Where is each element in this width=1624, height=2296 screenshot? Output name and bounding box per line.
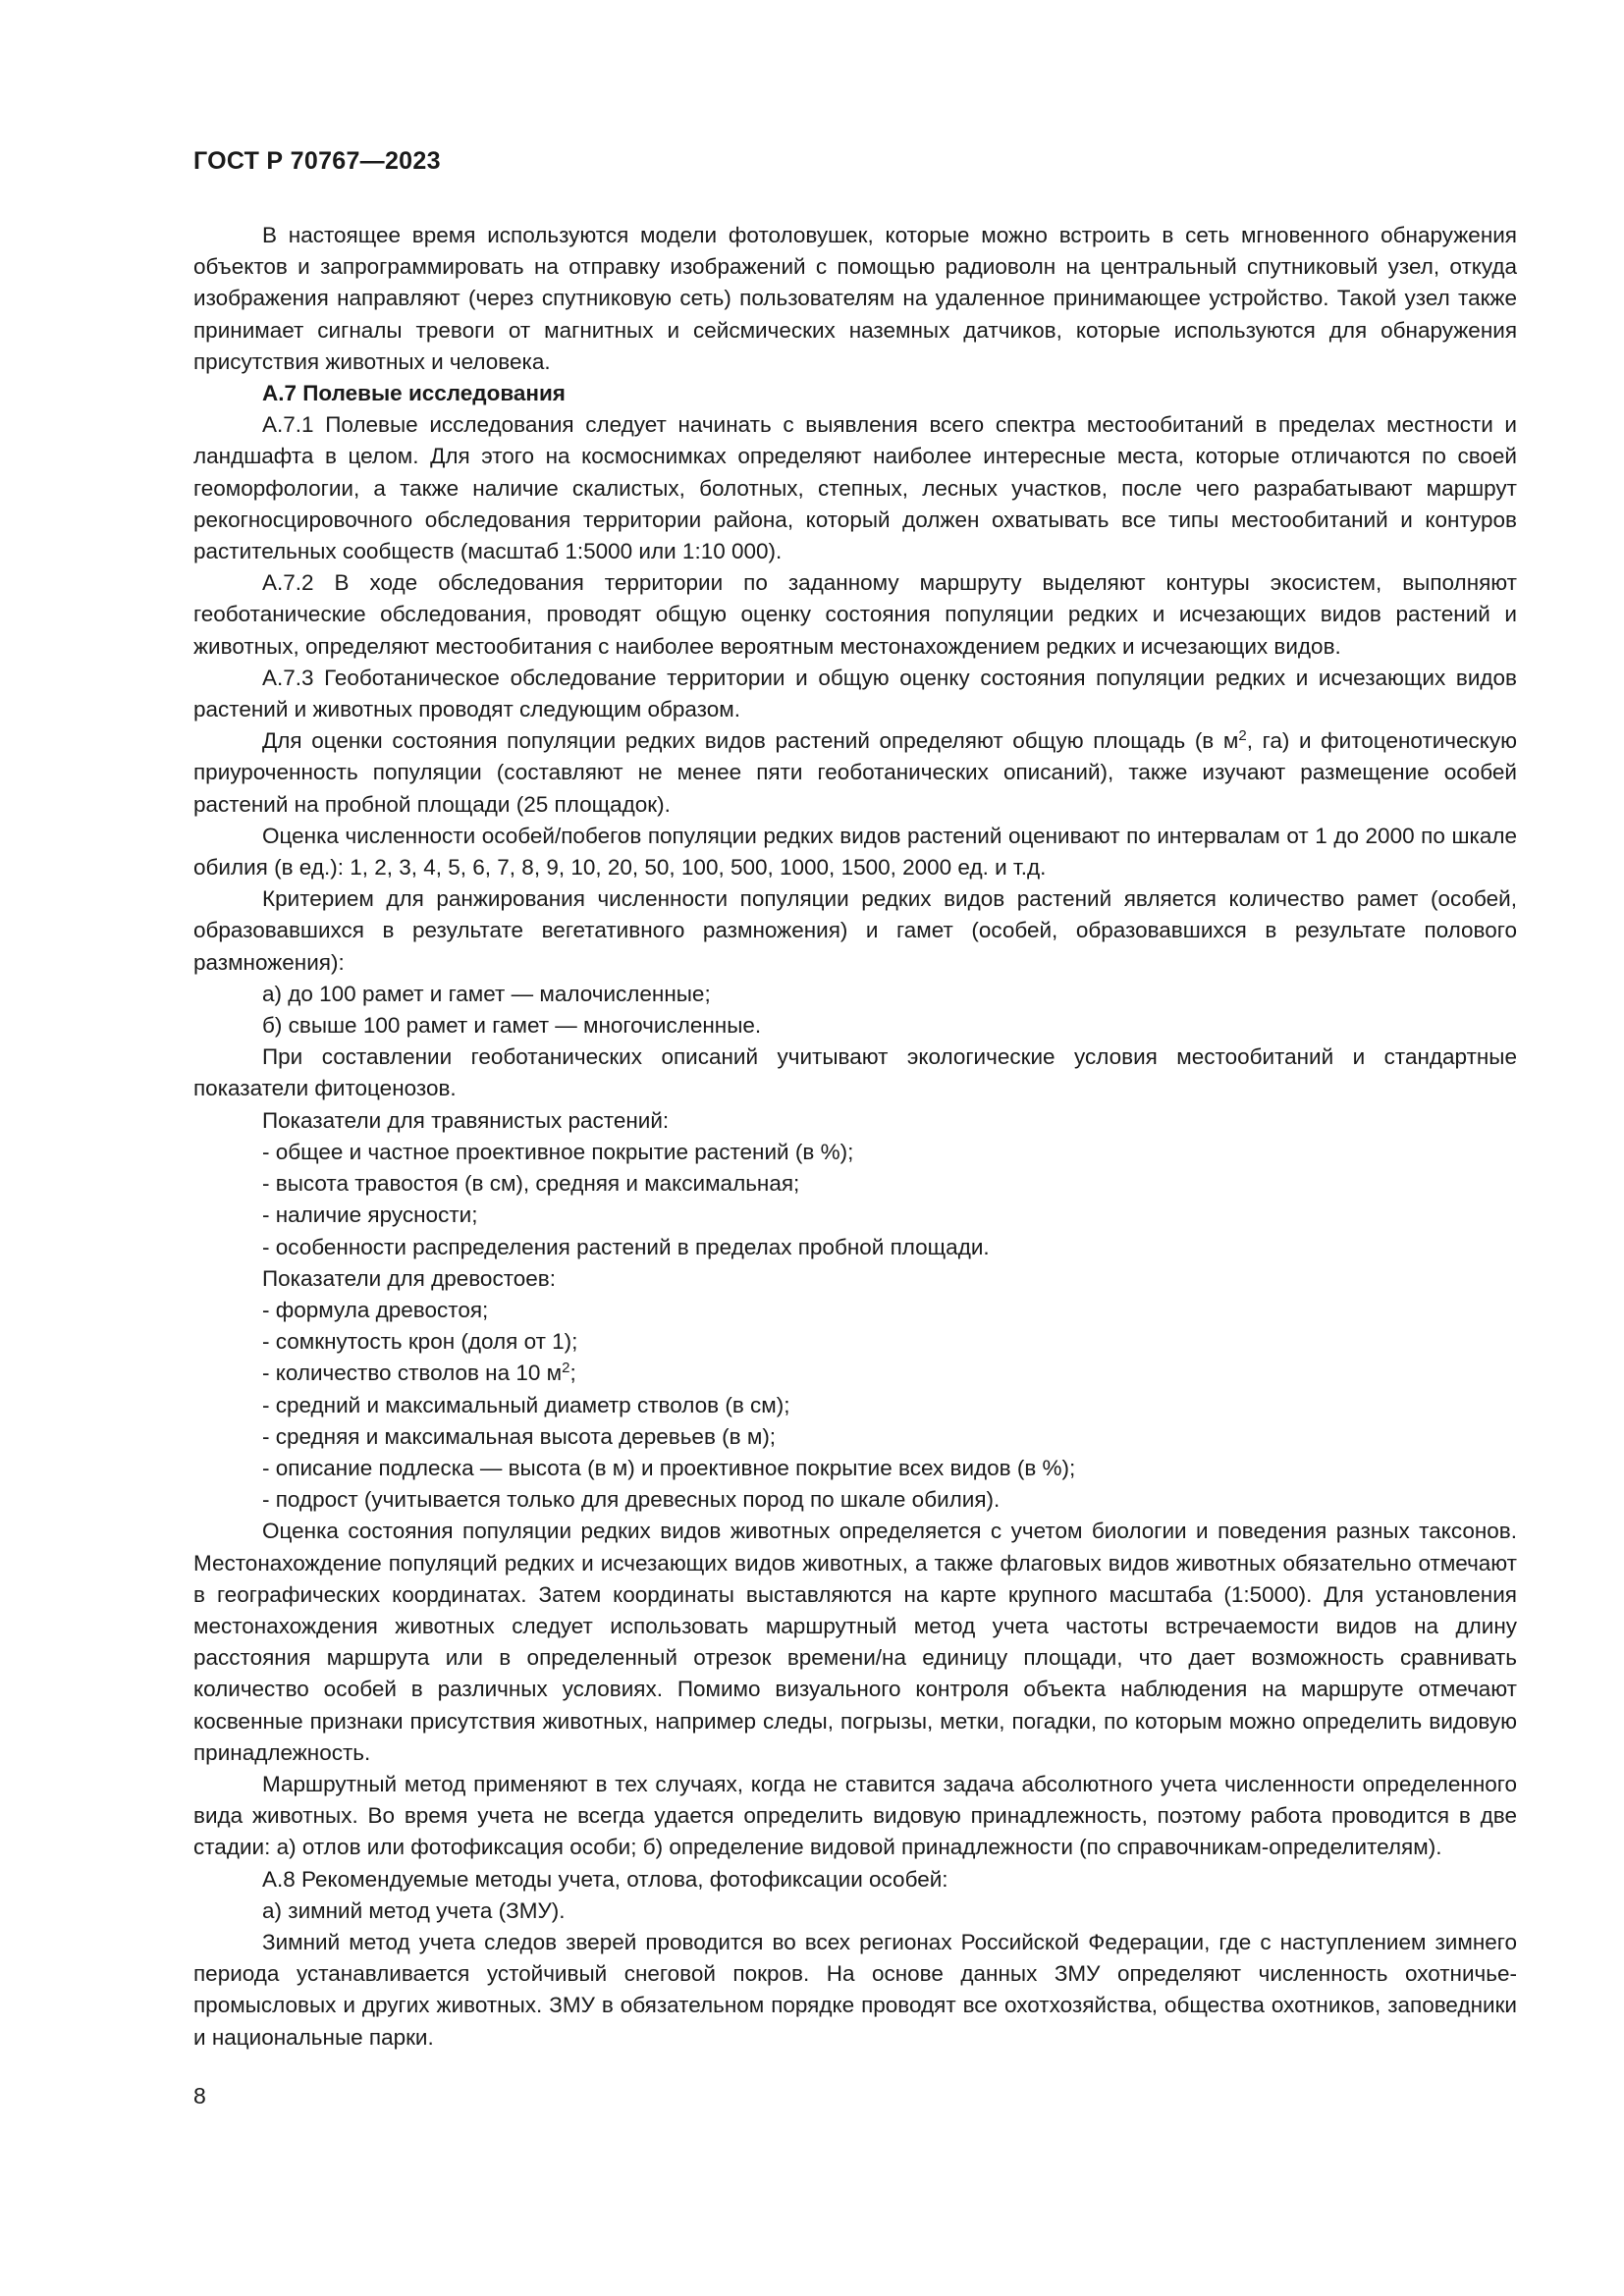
paragraph-camera-traps: В настоящее время используются модели фотоловушек, которые можно встроить в сеть мгновенного обнаружения объектов и запрограммировать на отправку изображений с помощью радиоволн на центральный спутниковый узел, откуда изображения направляют (через спутниковую сеть) пользователям на удаленное принимающее устройство. Такой узел также принимает сигналы тревоги от магнитных и сейсмических наземных датчиков, которые используются для обнаружения присутствия животных и человека. <box>193 223 1517 374</box>
paragraph-a7-2: А.7.2 В ходе обследования территории по заданному маршруту выделяют контуры экосистем, выполняют геоботанические обследования, проводят общую оценку состояния популяции редких и исчезающих видов растений и животных, определяют местообитания с наиболее вероятным местонахождением редких и исчезающих видов. <box>193 570 1517 659</box>
superscript-2: 2 <box>562 1360 570 1377</box>
list-item-zmu: а) зимний метод учета (ЗМУ). <box>262 1897 566 1923</box>
list-item-trunks <box>193 1358 1517 1389</box>
document-body <box>193 220 1517 2054</box>
paragraph-animals: Оценка состояния популяции редких видов животных определяется с учетом биологии и поведения разных таксонов. Местонахождение популяций редких и исчезающих видов животных, а также флаговых видов животных обязательно отмечают в географических координатах. Затем координаты выставляются на карте крупного масштаба (1:5000). Для установления местонахождения животных следует использовать маршрутный метод учета частоты встречаемости видов на длину расстояния маршрута или в определенный отрезок времени/на единицу площади, что дает возможность сравнивать количество особей в различных условиях. Помимо визуального контроля объекта наблюдения на маршруте отмечают косвенные признаки присутствия животных, например следы, погрызы, метки, погадки, по которым можно определить видовую принадлежность. <box>193 1519 1517 1765</box>
herb-indicators-title: Показатели для травянистых растений: <box>262 1107 670 1133</box>
list-item: - описание подлеска — высота (в м) и проективное покрытие всех видов (в %); <box>262 1455 1076 1480</box>
list-item: - общее и частное проективное покрытие растений (в %); <box>262 1139 854 1164</box>
paragraph-winter-method: Зимний метод учета следов зверей проводится во всех регионах Российской Федерации, где с наступлением зимнего периода устанавливается устойчивый снеговой покров. На основе данных ЗМУ определяют численность охотничье-промысловых и других животных. ЗМУ в обязательном порядке проводят все охотхозяйства, общества охотников, заповедники и национальные парки. <box>193 1929 1517 2050</box>
trunks-text-2: ; <box>569 1361 576 1386</box>
trunks-text-1: - количество стволов на 10 м <box>262 1361 563 1386</box>
list-item: - высота травостоя (в см), средняя и максимальная; <box>262 1171 800 1197</box>
paragraph-a8: А.8 Рекомендуемые методы учета, отлова, фотофиксации особей: <box>262 1866 948 1892</box>
paragraph-geobotanical: При составлении геоботанических описаний учитывают экологические условия местообитаний и стандартные показатели фитоценозов. <box>193 1044 1517 1101</box>
list-item: - формула древостоя; <box>262 1297 489 1322</box>
paragraph-ranking-criteria: Критерием для ранжирования численности популяции редких видов растений является количество рамет (особей, образовавшихся в результате вегетативного размножения) и гамет (особей, образовавшихся в результате полового размножения): <box>193 886 1517 975</box>
list-item-many: б) свыше 100 рамет и гамет — многочисленные. <box>262 1013 762 1039</box>
list-item: - средняя и максимальная высота деревьев (в м); <box>262 1423 777 1449</box>
paragraph-area-text-1: Для оценки состояния популяции редких видов растений определяют общую площадь (в м <box>262 728 1239 754</box>
list-item: - средний и максимальный диаметр стволов (в см); <box>262 1392 790 1417</box>
list-item: - сомкнутость крон (доля от 1); <box>262 1329 578 1355</box>
paragraph-abundance-scale: Оценка численности особей/побегов популяции редких видов растений оценивают по интервалам от 1 до 2000 по шкале обилия (в ед.): 1, 2, 3, 4, 5, 6, 7, 8, 9, 10, 20, 50, 100, 500, 1000, 1500, 2000 ед. и т.д. <box>193 823 1517 881</box>
tree-indicators-title: Показатели для древостоев: <box>262 1265 556 1291</box>
superscript-2: 2 <box>1238 727 1247 745</box>
list-item: - особенности распределения растений в пределах пробной площади. <box>262 1234 990 1259</box>
list-item-few: а) до 100 рамет и гамет — малочисленные; <box>262 981 711 1006</box>
document-header: ГОСТ Р 70767—2023 <box>193 147 441 175</box>
paragraph-route-method: Маршрутный метод применяют в тех случаях, когда не ставится задача абсолютного учета численности определенного вида животных. Во время учета не всегда удается определить видовую принадлежность, поэтому работа проводится в две стадии: а) отлов или фотофиксация особи; б) определение видовой принадлежности (по справочникам-определителям). <box>193 1771 1517 1860</box>
paragraph-a7-3: А.7.3 Геоботаническое обследование территории и общую оценку состояния популяции редких и исчезающих видов растений и животных проводят следующим образом. <box>193 665 1517 722</box>
list-item: - подрост (учитывается только для древесных пород по шкале обилия). <box>262 1487 1001 1513</box>
page-number: 8 <box>193 2083 206 2109</box>
list-item: - наличие ярусности; <box>262 1202 478 1228</box>
paragraph-area <box>193 725 1517 821</box>
paragraph-area-text-2: , га) и фитоценотическую приуроченность популяции (составляют не менее пяти геоботанических описаний), также изучают размещение особей растений на пробной площади (25 площадок). <box>193 728 1517 817</box>
section-heading-a7: А.7 Полевые исследования <box>262 381 566 406</box>
paragraph-a7-1: А.7.1 Полевые исследования следует начинать с выявления всего спектра местообитаний в пределах местности и ландшафта в целом. Для этого на космоснимках определяют наиболее интересные места, которые отличаются по своей геоморфологии, а также наличие скалистых, болотных, степных, лесных участков, после чего разрабатывают маршрут рекогносцировочного обследования территории района, который должен охватывать все типы местообитаний и контуров растительных сообществ (масштаб 1:5000 или 1:10 000). <box>193 412 1517 564</box>
